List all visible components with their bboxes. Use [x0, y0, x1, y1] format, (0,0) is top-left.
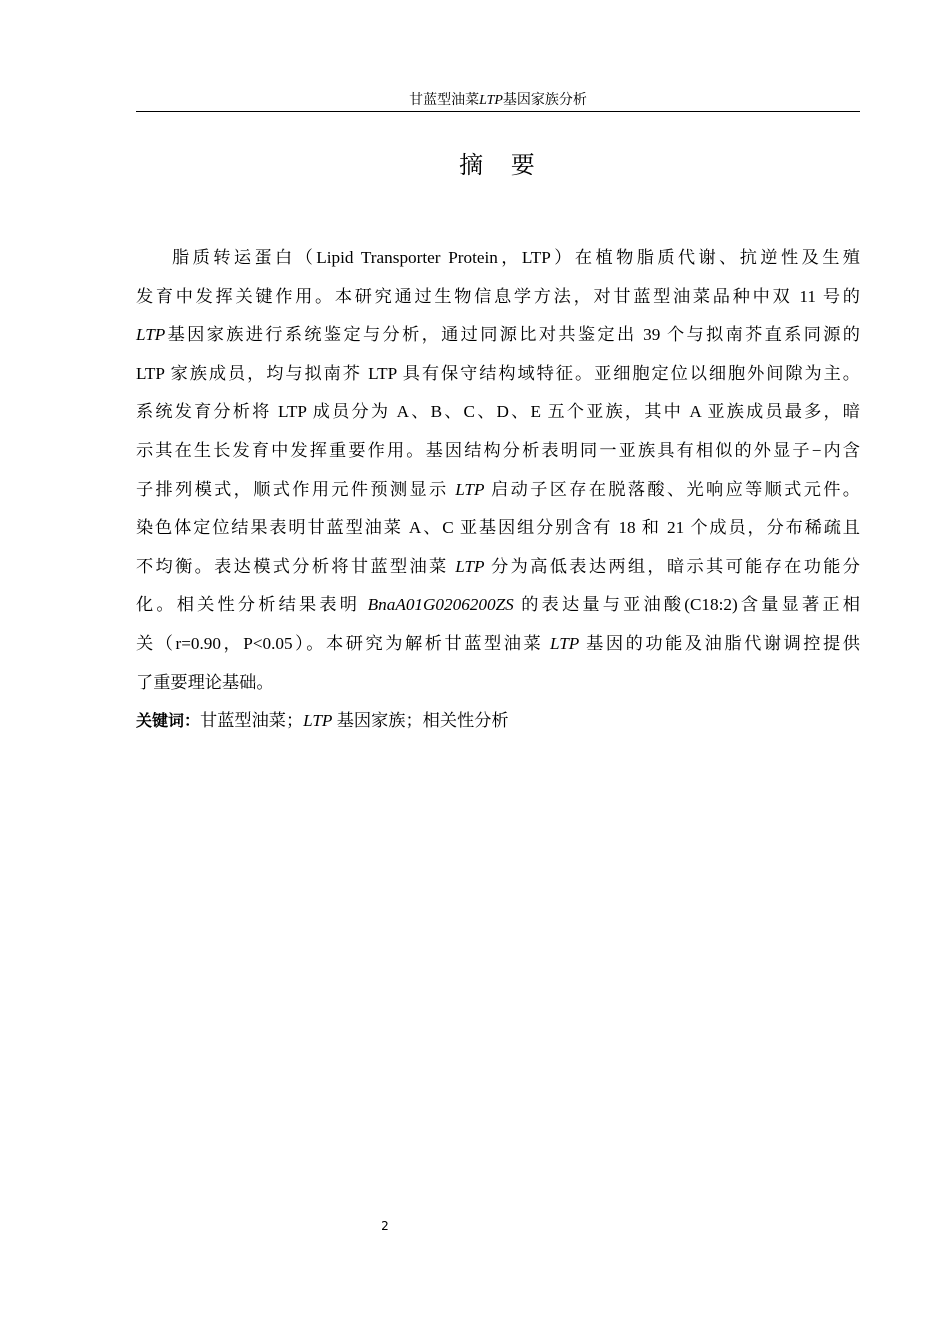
- text-run: 示其在生长发育中发挥重要作用。基因结构分析表明同一亚族具有相似的外显子−内含: [136, 440, 860, 460]
- abstract-line: [136, 432, 860, 471]
- text-run: 化。相关性分析结果表明: [136, 595, 368, 615]
- text-run: 基因的功能及油脂代谢调控提供: [579, 633, 860, 653]
- header-prefix: 甘蓝型油菜: [409, 93, 480, 108]
- abstract-body: [136, 239, 860, 741]
- italic-term: LTP: [455, 556, 485, 576]
- abstract-line: [136, 239, 860, 278]
- text-run: 发育中发挥关键作用。本研究通过生物信息学方法，对甘蓝型油菜品种中双 11 号的: [136, 286, 860, 306]
- header-italic: LTP: [479, 93, 503, 108]
- text-run: 启动子区存在脱落酸、光响应等顺式元件。: [484, 479, 860, 499]
- text-run: 关（r=0.90，P<0.05）。本研究为解析甘蓝型油菜: [136, 633, 551, 653]
- italic-term: LTP: [455, 479, 485, 499]
- header-suffix: 基因家族分析: [502, 93, 587, 108]
- text-run: 系统发育分析将 LTP 成员分为 A、B、C、D、E 五个亚族，其中 A 亚族成员最多，暗: [136, 402, 860, 422]
- italic-term: BnaA01G0206200ZS: [367, 595, 514, 615]
- keyword-2-rest: 基因家族；相关性分析: [332, 711, 509, 731]
- italic-term: LTP: [136, 325, 166, 345]
- abstract-line: [136, 509, 860, 548]
- abstract-title: 摘 要: [459, 151, 545, 179]
- keyword-1: 甘蓝型油菜；: [200, 711, 304, 731]
- abstract-line: [136, 625, 860, 664]
- text-run: 分为高低表达两组，暗示其可能存在功能分: [484, 556, 860, 576]
- italic-term: LTP: [550, 633, 580, 653]
- abstract-line: [136, 393, 860, 432]
- page-number: 2: [381, 1219, 389, 1233]
- text-run: 子排列模式，顺式作用元件预测显示: [136, 479, 456, 499]
- text-run: 的表达量与亚油酸(C18:2)含量显著正相: [513, 595, 860, 615]
- header-rule: [136, 111, 860, 112]
- abstract-line: [136, 548, 860, 587]
- abstract-line: [136, 278, 860, 317]
- text-run: 基因家族进行系统鉴定与分析，通过同源比对共鉴定出 39 个与拟南芥直系同源的: [165, 325, 860, 345]
- text-run: 不均衡。表达模式分析将甘蓝型油菜: [136, 556, 456, 576]
- text-run: 脂质转运蛋白（Lipid Transporter Protein，LTP）在植物脂质代谢、抗逆性及生殖: [172, 248, 860, 267]
- keywords-label: 关键词：: [136, 711, 201, 731]
- text-run: 了重要理论基础。: [136, 672, 274, 692]
- abstract-line: [136, 586, 860, 625]
- keywords-line: [136, 702, 860, 741]
- running-header: [136, 92, 860, 110]
- abstract-line: [136, 355, 860, 394]
- text-run: 染色体定位结果表明甘蓝型油菜 A、C 亚基因组分别含有 18 和 21 个成员，分布稀疏且: [136, 518, 860, 538]
- abstract-line: [136, 471, 860, 510]
- keyword-2-italic: LTP: [303, 711, 333, 731]
- abstract-line: [136, 664, 860, 703]
- text-run: LTP 家族成员，均与拟南芥 LTP 具有保守结构域特征。亚细胞定位以细胞外间隙为主。: [136, 363, 860, 383]
- abstract-line: [136, 316, 860, 355]
